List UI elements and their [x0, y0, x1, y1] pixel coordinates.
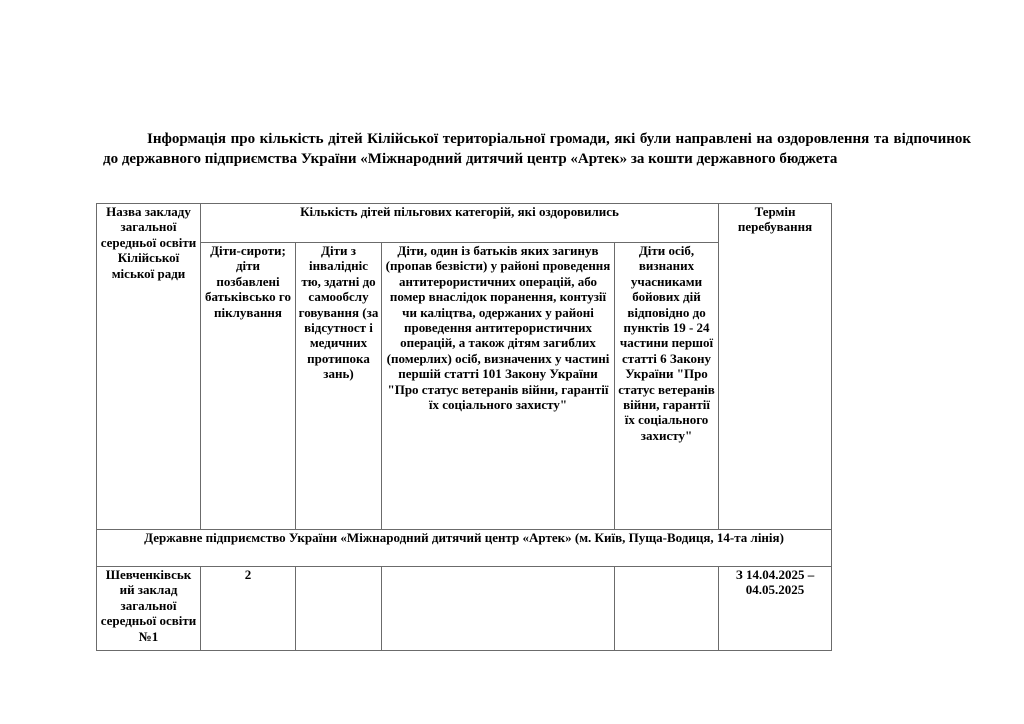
document-title: Інформація про кількість дітей Кілійської територіальної громади, які були направлені на оздоровлення та відпочинок до державного підприємства України «Міжнародний дитячий центр «Артек» за кошти державного бюджета [103, 131, 971, 167]
header-fallen-parents: Діти, один із батьків яких загинув (пропав безвісти) у районі проведення антитерористичних операцій, або помер внаслідок поранення, контузії чи каліцтва, одержаних у районі проведення антитерористичних операцій, а також дітям загиблих (померлих) осіб, визначених у частині першій статті 101 Закону України "Про статус ветеранів війни, гарантії їх соціального захисту" [382, 243, 615, 530]
header-school-name: Назва закладу загальної середньої освіти Кілійської міської ради [97, 204, 201, 530]
cell-term: З 14.04.2025 – 04.05.2025 [719, 567, 832, 651]
cell-disabled [296, 567, 382, 651]
section-artek: Державне підприємство України «Міжнародний дитячий центр «Артек» (м. Київ, Пуща-Водиця, 14-та лінія) [97, 530, 832, 567]
header-orphans: Діти-сироти; діти позбавлені батьківсько го піклування [201, 243, 296, 530]
cell-orphans: 2 [201, 567, 296, 651]
cell-combatants-children [615, 567, 719, 651]
cell-school-name: Шевченківськ ий заклад загальної середньої освіти №1 [97, 567, 201, 651]
section-row [97, 530, 832, 567]
table-row [97, 567, 832, 651]
children-table [96, 203, 832, 651]
header-combatants-children: Діти осіб, визнаних учасниками бойових дій відповідно до пунктів 19 - 24 частини першої статті 6 Закону України "Про статус ветеранів війни, гарантії їх соціального захисту" [615, 243, 719, 530]
header-term: Термін перебування [719, 204, 832, 530]
header-disabled: Діти з інвалідніс тю, здатні до самообслу говування (за відсутност і медичних протипока зань) [296, 243, 382, 530]
cell-fallen-parents [382, 567, 615, 651]
header-categories-group: Кількість дітей пільгових категорій, які оздоровились [201, 204, 719, 243]
header-row-group [97, 204, 832, 243]
